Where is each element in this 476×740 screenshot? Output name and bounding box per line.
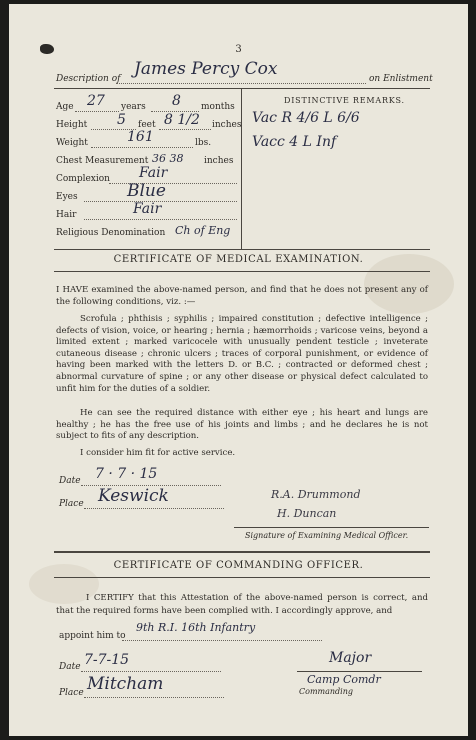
height-label: Height: [56, 120, 88, 130]
age-years-value: 27: [87, 93, 105, 109]
description-prefix-label: Description of: [56, 74, 121, 84]
weight-value: 161: [127, 129, 154, 145]
lbs-label: lbs.: [195, 138, 212, 148]
medical-vision-statement: He can see the required distance with either eye ; his heart and lungs are healthy ; he has the free use of his joints and limbs ; and he declares he is not subject to fits of any description.: [56, 408, 428, 442]
section-divider: [54, 551, 430, 553]
months-label: months: [201, 102, 235, 112]
commanding-place-label: Place: [59, 688, 84, 698]
commanding-heading-rule: [54, 577, 430, 578]
eyes-label: Eyes: [56, 192, 78, 202]
commanding-certificate-heading: CERTIFICATE OF COMMANDING OFFICER.: [113, 560, 364, 571]
religion-label: Religious Denomination: [56, 228, 166, 238]
chest-inches-label: inches: [204, 156, 234, 166]
appoint-value: 9th R.I. 16th Infantry: [136, 621, 256, 634]
height-feet-value: 5: [117, 112, 126, 128]
box-top-rule: [54, 88, 430, 89]
age-months-value: 8: [172, 93, 181, 109]
hair-rule: [84, 219, 237, 220]
religion-value: Ch of Eng: [175, 224, 231, 237]
commanding-signature-rule: [297, 671, 422, 672]
chest-label: Chest Measurement: [56, 156, 149, 166]
medical-officer-signature-1: R.A. Drummond: [271, 488, 361, 501]
medical-signature-caption: Signature of Examining Medical Officer.: [245, 531, 409, 540]
complexion-label: Complexion: [56, 174, 110, 184]
inches-rule: [159, 129, 211, 130]
commanding-date-label: Date: [59, 662, 81, 672]
height-inches-value: 8 1/2: [164, 112, 200, 128]
medical-date-value: 7 · 7 · 15: [95, 466, 158, 482]
box-divider: [241, 88, 242, 249]
appoint-rule: [122, 640, 322, 641]
box-bottom-rule: [54, 249, 430, 250]
medical-certificate-heading: CERTIFICATE OF MEDICAL EXAMINATION.: [113, 254, 364, 265]
distinctive-remark-2: Vacc 4 L Inf: [252, 134, 337, 150]
medical-signature-rule: [234, 527, 429, 528]
commanding-date-value: 7-7-15: [84, 652, 130, 668]
name-rule: [116, 83, 366, 84]
medical-intro: I HAVE examined the above-named person, and find that he does not present any of the following conditions, viz. :—: [56, 285, 428, 307]
attestation-page: [9, 4, 468, 736]
page-number: 3: [235, 44, 242, 55]
age-label: Age: [56, 102, 74, 112]
commanding-date-rule: [81, 671, 221, 672]
chest-value: 36 38: [152, 152, 184, 165]
weight-label: Weight: [56, 138, 88, 148]
medical-heading-rule: [54, 271, 430, 272]
commanding-camp-signature: Camp Comdr: [307, 673, 381, 686]
commanding-officer-rank: Major: [329, 650, 372, 666]
age-rule: [75, 111, 119, 112]
medical-date-label: Date: [59, 476, 81, 486]
medical-place-rule: [84, 508, 224, 509]
eyes-value: Blue: [127, 181, 166, 201]
fit-statement: I consider him fit for active service.: [80, 448, 236, 458]
commanding-place-value: Mitcham: [87, 674, 164, 694]
distinctive-remark-1: Vac R 4/6 L 6/6: [252, 110, 360, 126]
commanding-place-rule: [84, 697, 224, 698]
appoint-label: appoint him to: [59, 631, 126, 641]
complexion-value: Fair: [139, 165, 168, 181]
years-label: years: [121, 102, 146, 112]
medical-officer-signature-2: H. Duncan: [277, 507, 337, 520]
recruit-name: James Percy Cox: [134, 59, 278, 79]
distinctive-remarks-heading: DISTINCTIVE REMARKS.: [284, 96, 405, 105]
feet-label: feet: [138, 120, 156, 130]
medical-place-label: Place: [59, 499, 84, 509]
hair-label: Hair: [56, 210, 77, 220]
medical-place-value: Keswick: [98, 486, 169, 506]
commanding-statement: I CERTIFY that this Attestation of the above-named person is correct, and that the required forms have been complied with. I accordingly approve, and: [56, 593, 428, 616]
weight-rule: [91, 147, 193, 148]
description-suffix-label: on Enlistment: [369, 74, 433, 84]
medical-conditions: Scrofula ; phthisis ; syphilis ; impaired constitution ; defective intelligence ; defects of vision, voice, or hearing ; hernia ; hæmorrhoids ; varicose veins, beyond a limited extent ; marked varicocele with unusually pendent testicle ; inveterate cutaneous disease ; chronic ulcers ; traces of corporal punishment, or evidence of having been marked with the letters D. or B.C. ; contracted or deformed chest ; abnormal curvature of spine ; or any other disease or physical defect calculated to unfit him for the duties of a soldier.: [56, 314, 428, 394]
inches-label: inches: [212, 120, 242, 130]
commanding-caption: Commanding: [299, 687, 353, 696]
hair-value: Fair: [133, 201, 162, 217]
